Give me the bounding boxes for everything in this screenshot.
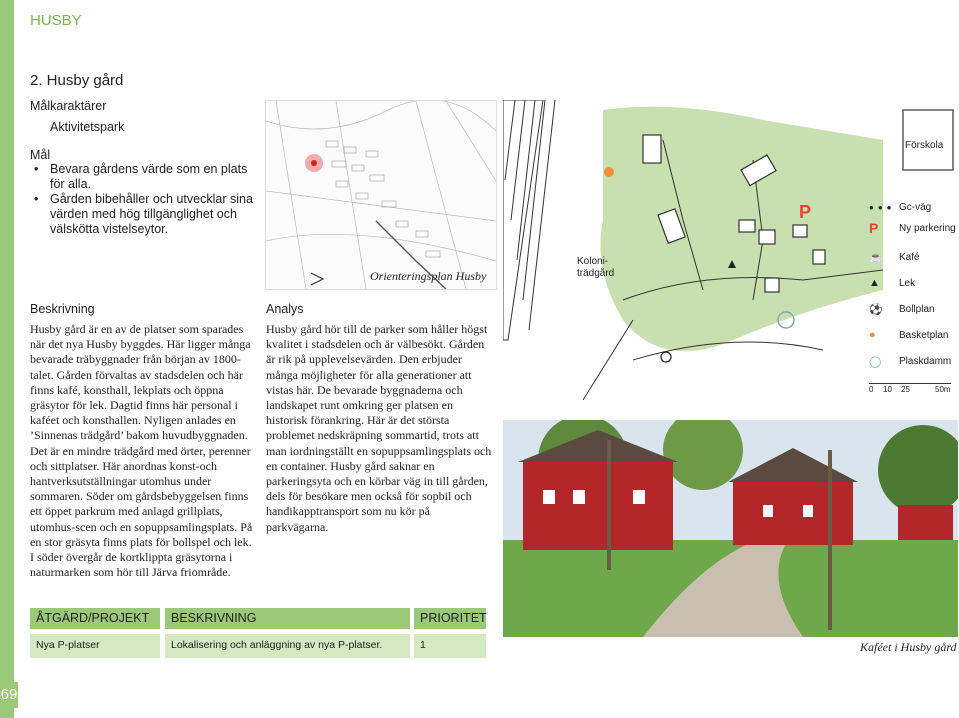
site-map — [503, 100, 958, 400]
page-number: 69 — [0, 682, 18, 708]
malkaraktarer-heading: Målkaraktärer — [30, 99, 107, 113]
basketball-icon: ● — [869, 329, 876, 341]
photo-caption: Kaféet i Husby gård — [860, 640, 957, 654]
orientation-map-caption: Orienteringsplan Husby — [370, 269, 487, 283]
mal-heading: Mål — [30, 148, 51, 162]
section-header: HUSBY — [30, 12, 82, 29]
table-cell-beskrivning: Lokalisering och anläggning av nya P-platser. — [165, 634, 410, 658]
mal-list — [34, 162, 264, 237]
svg-text:P: P — [799, 202, 812, 222]
forskola-label: Förskola — [905, 140, 944, 151]
gc-vag-icon: ● ● ● — [869, 202, 893, 212]
analys-text: Husby gård hör till de parker som håller högst kvalitet i stadsdelen och är välbesökt. Gården är rik på upplevelsevärden. Den erbjuder många möjligheter för alla generationer att vistas här. De bevarade byggnaderna och landskapet runt omkring ger platsen en historisk förankring. Här är det största problemet nedskräpning sommartid, trots att man iordningställt en sopuppsamlingsplats och en container. Husby gård saknar en parkeringsyta och en körbar väg in till gården, dels för besökare men också för sopbil och handikapptransport som nu kör på parkvägarna. — [266, 322, 492, 534]
malkaraktarer-value: Aktivitetspark — [50, 120, 125, 134]
legend-item: ● ● ● Gc-väg — [869, 201, 932, 213]
map-legend — [869, 200, 958, 368]
beskrivning-heading: Beskrivning — [30, 302, 95, 316]
legend-item: ☕ Kafé — [869, 251, 920, 264]
parking-icon: P — [869, 220, 879, 236]
legend-item: P Ny parkering — [869, 220, 956, 236]
orientation-map — [265, 100, 497, 290]
pool-icon: ◯ — [869, 355, 882, 368]
table-header-prioritet: PRIORITET — [414, 608, 486, 629]
table-header-beskrivning: BESKRIVNING — [165, 608, 410, 629]
beskrivning-text: Husby gård är en av de platser som sparades när det nya Husby byggdes. Här ligger många bevarade träbyggnader från början av 1800-talet. Gården förvaltas av stadsdelen och här finns kafé, konsthall, lekplats och öppna gräsytor för lek. Dagtid finns här personal i kaféet och konsthallen. Nyligen anlades en ’Sinnenas trädgård’ bakom huvudbyggnaden. Det är en mindre trädgård med örter, perenner och sittplatser. Här anordnas konst-och hantverksutställningar utomhus under sommaren. Söder om gårdsbebyggelsen finns ett öppet parkrum med anlagd grillplats, utomhus-scen och en sopuppsamlingsplats. På en stor gräsyta finns plats för bollspel och lek. I söder övergår de kortklippta gräsytorna i naturmarken som hör till Järva friområde. — [30, 322, 253, 580]
mal-item: • Gården bibehåller och utvecklar sina värden med hög tillgänglighet och välskötta vistelseytor. — [34, 192, 264, 237]
legend-item: ◯ Plaskdamm — [869, 355, 952, 368]
legend-item: ⚽ Bollplan — [869, 303, 935, 316]
legend-item: ▲ Lek — [869, 277, 916, 289]
sidebar-stripe — [0, 0, 14, 718]
legend-item: ● Basketplan — [869, 329, 949, 341]
koloni-label: Koloni- trädgård — [577, 256, 615, 279]
scale-bar: 0 10 25 50m — [869, 380, 958, 398]
cafe-photo — [503, 420, 958, 637]
table-cell-atgard: Nya P-platser — [30, 634, 160, 658]
playground-icon: ▲ — [869, 277, 880, 289]
page-title: 2. Husby gård — [30, 72, 124, 89]
mal-item: • Bevara gårdens värde som en plats för alla. — [34, 162, 264, 192]
table-cell-prioritet: 1 — [414, 634, 486, 658]
table-header-atgard: ÅTGÄRD/PROJEKT — [30, 608, 160, 629]
football-icon: ⚽ — [869, 303, 883, 316]
analys-heading: Analys — [266, 302, 304, 316]
cafe-icon: ☕ — [869, 251, 883, 264]
